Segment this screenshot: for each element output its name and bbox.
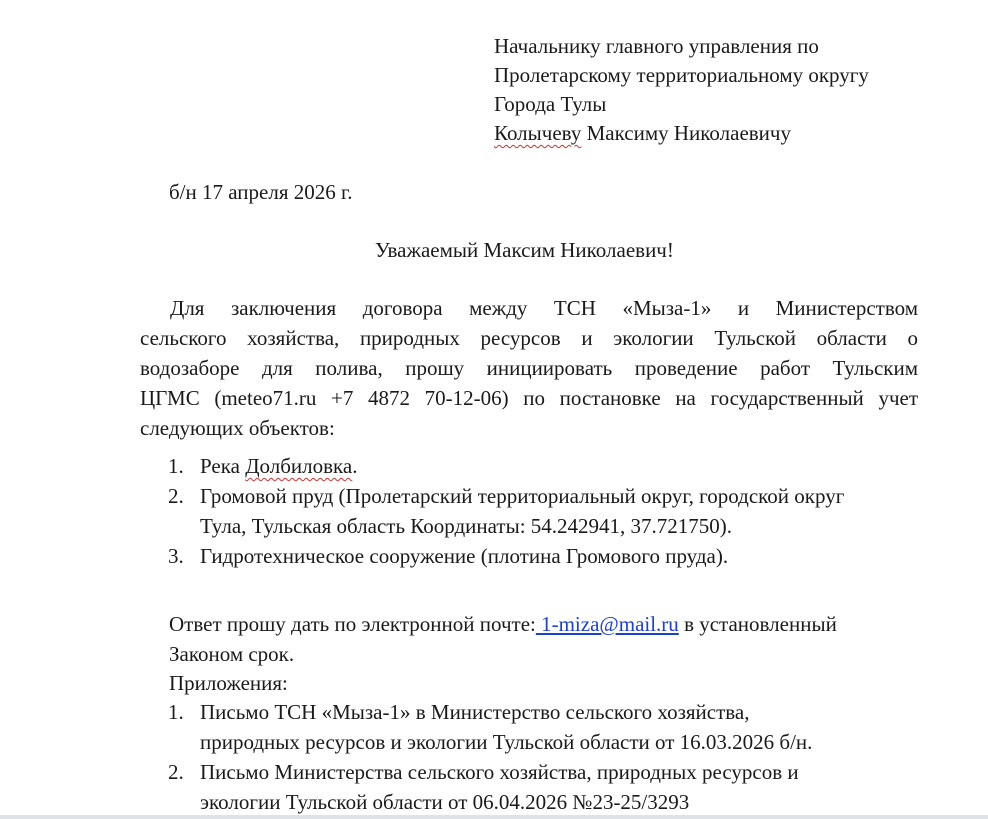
list-item-number: 2. (168, 484, 184, 508)
list-item-number: 1. (168, 700, 184, 724)
list-item: 1. Письмо ТСН «Мыза-1» в Министерство сельского хозяйства, природных ресурсов и экологии Тульской области от 16.03.2026 б/н. (168, 697, 928, 757)
list-item-number: 1. (168, 454, 184, 478)
date-line: б/н 17 апреля 2026 г. (169, 180, 353, 204)
attachments-list (168, 697, 928, 817)
list-item-number: 3. (168, 544, 184, 568)
list-item: 2. Письмо Министерства сельского хозяйства, природных ресурсов и экологии Тульской области от 06.04.2026 №23-25/3293 (168, 757, 928, 817)
addressee-name: Максиму Николаевичу (581, 121, 791, 145)
reply-line-1: Ответ прошу дать по электронной почте: 1-miza@mail.ru в установленный (169, 612, 837, 636)
addressee-line-3: Города Тулы (494, 92, 607, 116)
body-line-2: сельского хозяйства, природных ресурсов и экологии Тульской области о (140, 326, 918, 350)
list-item: 1. Река Долбиловка. (168, 451, 928, 481)
addressee-surname: Колычеву (494, 121, 582, 145)
body-line-3: водозаборе для полива, прошу инициировать проведение работ Тульским (140, 356, 918, 380)
body-paragraph (140, 293, 918, 443)
addressee-line-4 (494, 119, 869, 148)
list-item: 2. Громовой пруд (Пролетарский территориальный округ, городской округ Тула, Тульская область Координаты: 54.242941, 37.721750). (168, 481, 928, 541)
list-item-number: 2. (168, 760, 184, 784)
body-line-1: Для заключения договора между ТСН «Мыза-1» и Министерством (170, 296, 918, 320)
email-link[interactable]: 1-miza@mail.ru (535, 612, 679, 636)
addressee-line-2: Пролетарскому территориальному округу (494, 63, 869, 87)
list-item: 3. Гидротехническое сооружение (плотина Громового пруда). (168, 541, 928, 571)
body-line-4: ЦГМС (meteo71.ru +7 4872 70-12-06) по постановке на государственный учет (140, 386, 918, 410)
attachments-heading: Приложения: (169, 671, 288, 695)
body-line-5: следующих объектов: (140, 416, 335, 440)
addressee-block (494, 32, 869, 148)
reply-line-2: Законом срок. (169, 642, 295, 666)
greeting: Уважаемый Максим Николаевич! (375, 238, 674, 262)
objects-list (168, 451, 928, 571)
addressee-line-1: Начальнику главного управления по (494, 34, 819, 58)
river-name: Долбиловка (245, 454, 353, 478)
page-bottom-edge (0, 815, 988, 819)
